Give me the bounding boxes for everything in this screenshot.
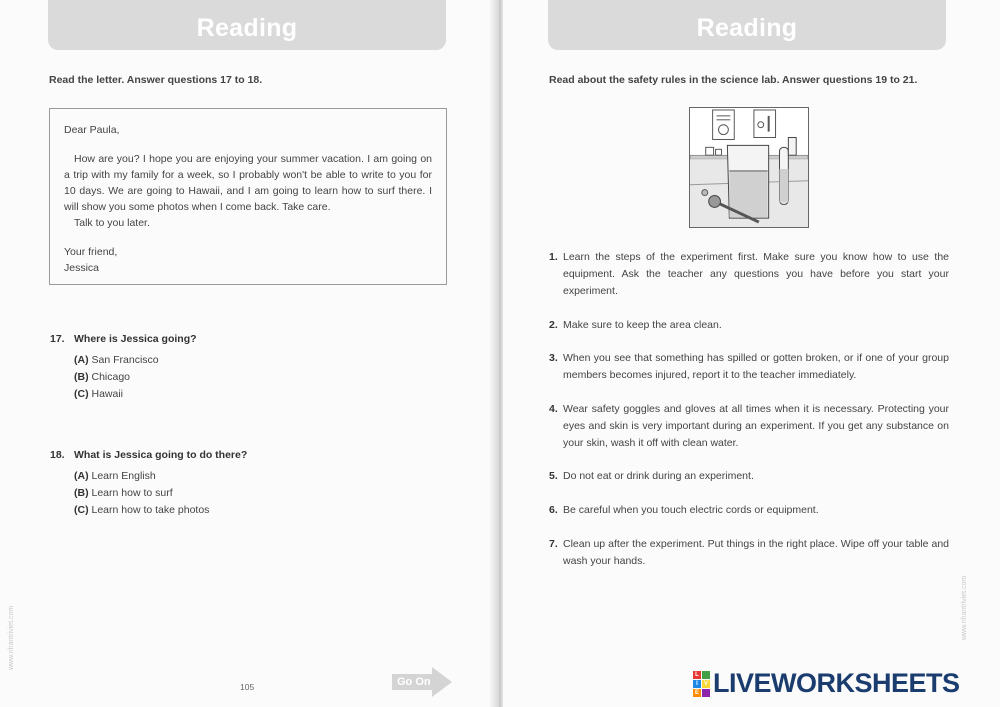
right-page [503,0,1000,707]
question-text: What is Jessica going to do there? [74,449,248,461]
left-page [0,0,497,707]
letter-signoff: Your friend, [64,246,118,258]
options-list [74,470,470,521]
option-a[interactable]: (A) Learn English [74,470,156,482]
liveworksheets-branding[interactable] [693,668,960,699]
rule-item: 3. When you see that something has spilled or gotten broken, or if one of your group members becomes injured, report it to the teacher immediately. [549,352,949,381]
liveworksheets-text: LIVEWORKSHEETS [713,668,960,698]
page-number: 105 [240,682,255,692]
option-b[interactable]: (B) Chicago [74,371,131,383]
reading-banner: Reading [548,0,946,50]
options-list [74,354,470,405]
liveworksheets-logo-icon: L I V E [694,671,708,696]
rule-item: 1. Learn the steps of the experiment first. Make sure you know how to use the equipment. Ask the teacher any questions you have before you start your experiment. [549,251,949,297]
option-a[interactable]: (A) San Francisco [74,354,159,366]
rule-item: 7. Clean up after the experiment. Put things in the right place. Wipe off your table and wash your hands. [549,538,949,567]
letter-closing-line: Talk to you later. [74,217,150,229]
rule-item: 6. Be careful when you touch electric cords or equipment. [549,504,819,516]
question-text: Where is Jessica going? [74,333,197,345]
option-b[interactable]: (B) Learn how to surf [74,487,173,499]
letter-greeting: Dear Paula, [64,124,120,136]
science-lab-illustration-icon [689,107,809,228]
question-number: 17. [50,333,65,345]
rule-item: 5. Do not eat or drink during an experiment. [549,470,754,482]
question-18 [50,449,470,521]
question-number: 18. [50,449,65,461]
rule-item: 2. Make sure to keep the area clean. [549,319,722,331]
letter-box [49,108,447,285]
option-c[interactable]: (C) Learn how to take photos [74,504,210,516]
instruction-safety: Read about the safety rules in the science lab. Answer questions 19 to 21. [549,74,918,86]
reading-banner: Reading [48,0,446,50]
option-c[interactable]: (C) Hawaii [74,388,124,400]
watermark: www.nhantriviet.com [8,605,15,670]
question-17 [50,333,470,405]
letter-body: How are you? I hope you are enjoying your summer vacation. I am going on a trip with my family for a week, so I probably won't be able to write to you for 10 days. We are going to Hawaii, and I am going to learn how to surf there. I will show you some photos when I come back. Take care. [64,153,432,213]
letter-signature: Jessica [64,262,100,274]
rule-item: 4. Wear safety goggles and gloves at all times when it is necessary. Protecting your eyes and skin is very important during an experiment. If you get any substance on your skin, wash it off with clean water. [549,403,949,449]
instruction-letter: Read the letter. Answer questions 17 to 18. [49,74,263,86]
watermark: www.nhantriviet.com [961,575,968,640]
go-on-label: Go On [397,676,431,688]
